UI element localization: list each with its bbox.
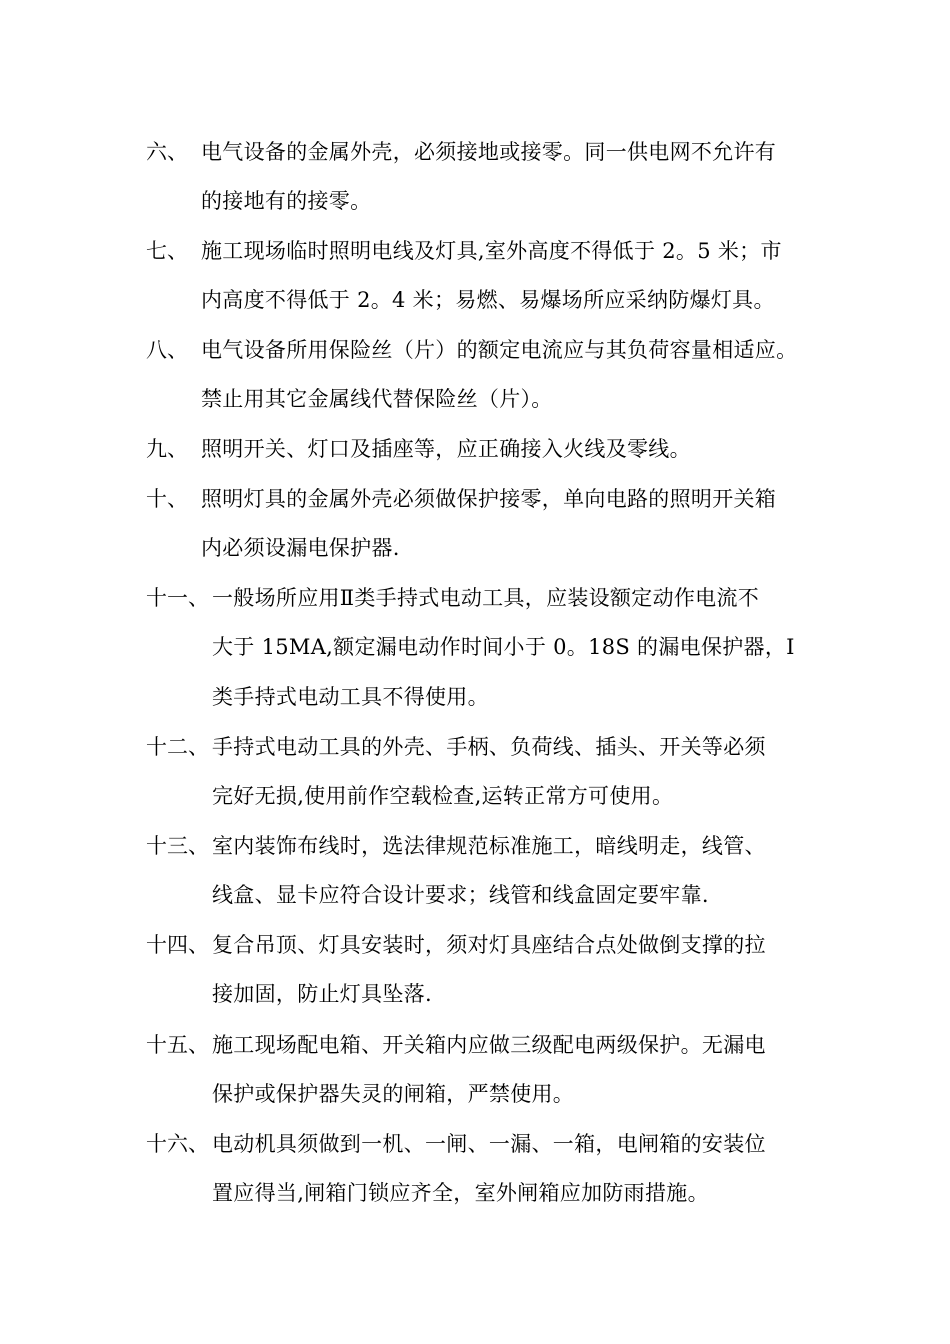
clause-text-line: 内高度不得低于 2。4 米；易燃、易爆场所应采纳防爆灯具。 [201,288,775,312]
clause-number: 十四、 [146,933,209,957]
clause-text-line: 接加固，防止灯具坠落. [212,982,432,1006]
clause-text-line: 照明开关、灯口及插座等，应正确接入火线及零线。 [201,437,691,461]
clause-number: 十六、 [146,1132,209,1156]
clause-text-line: 施工现场临时照明电线及灯具,室外高度不得低于 2。5 米；市 [201,239,782,263]
clause-number: 十三、 [146,834,209,858]
clause-number: 十一、 [146,586,209,610]
clause-text-line: 类手持式电动工具不得使用。 [212,685,489,709]
clause-text-line: 室内装饰布线时，选法律规范标准施工，暗线明走，线管、 [212,834,766,858]
clause-text-line: 电气设备所用保险丝（片）的额定电流应与其负荷容量相适应。 [201,338,798,362]
clause-text-line: 电气设备的金属外壳，必须接地或接零。同一供电网不允许有 [201,140,777,164]
clause-text-line: 电动机具须做到一机、一闸、一漏、一箱，电闸箱的安装位 [212,1132,766,1156]
clause-text-line: 保护或保护器失灵的闸箱，严禁使用。 [212,1082,575,1106]
clause-text-line: 完好无损,使用前作空载检查,运转正常方可使用。 [212,784,674,808]
clause-number: 六、 [146,140,188,164]
clause-text-line: 线盒、显卡应符合设计要求；线管和线盒固定要牢靠. [212,883,709,907]
clause-number: 十五、 [146,1033,209,1057]
clause-text-line: 置应得当,闸箱门锁应齐全，室外闸箱应加防雨措施。 [212,1181,709,1205]
clause-text-line: 手持式电动工具的外壳、手柄、负荷线、插头、开关等必须 [212,735,766,759]
clause-number: 八、 [146,338,188,362]
clause-text-line: 的接地有的接零。 [201,189,372,213]
clause-text-line: 内必须设漏电保护器. [201,536,400,560]
clause-text-line: 照明灯具的金属外壳必须做保护接零，单向电路的照明开关箱 [201,487,777,511]
clause-number: 十二、 [146,735,209,759]
clause-text-line: 复合吊顶、灯具安装时，须对灯具座结合点处做倒支撑的拉 [212,933,766,957]
clause-text-line: 一般场所应用Ⅱ类手持式电动工具，应装设额定动作电流不 [212,586,760,610]
clause-number: 十、 [146,487,188,511]
clause-text-line: 禁止用其它金属线代替保险丝（片）。 [201,387,553,411]
clause-number: 九、 [146,437,188,461]
clause-text-line: 大于 15MA,额定漏电动作时间小于 0。18S 的漏电保护器，Ⅰ [212,635,795,659]
clause-text-line: 施工现场配电箱、开关箱内应做三级配电两级保护。无漏电 [212,1033,766,1057]
clause-number: 七、 [146,239,188,263]
